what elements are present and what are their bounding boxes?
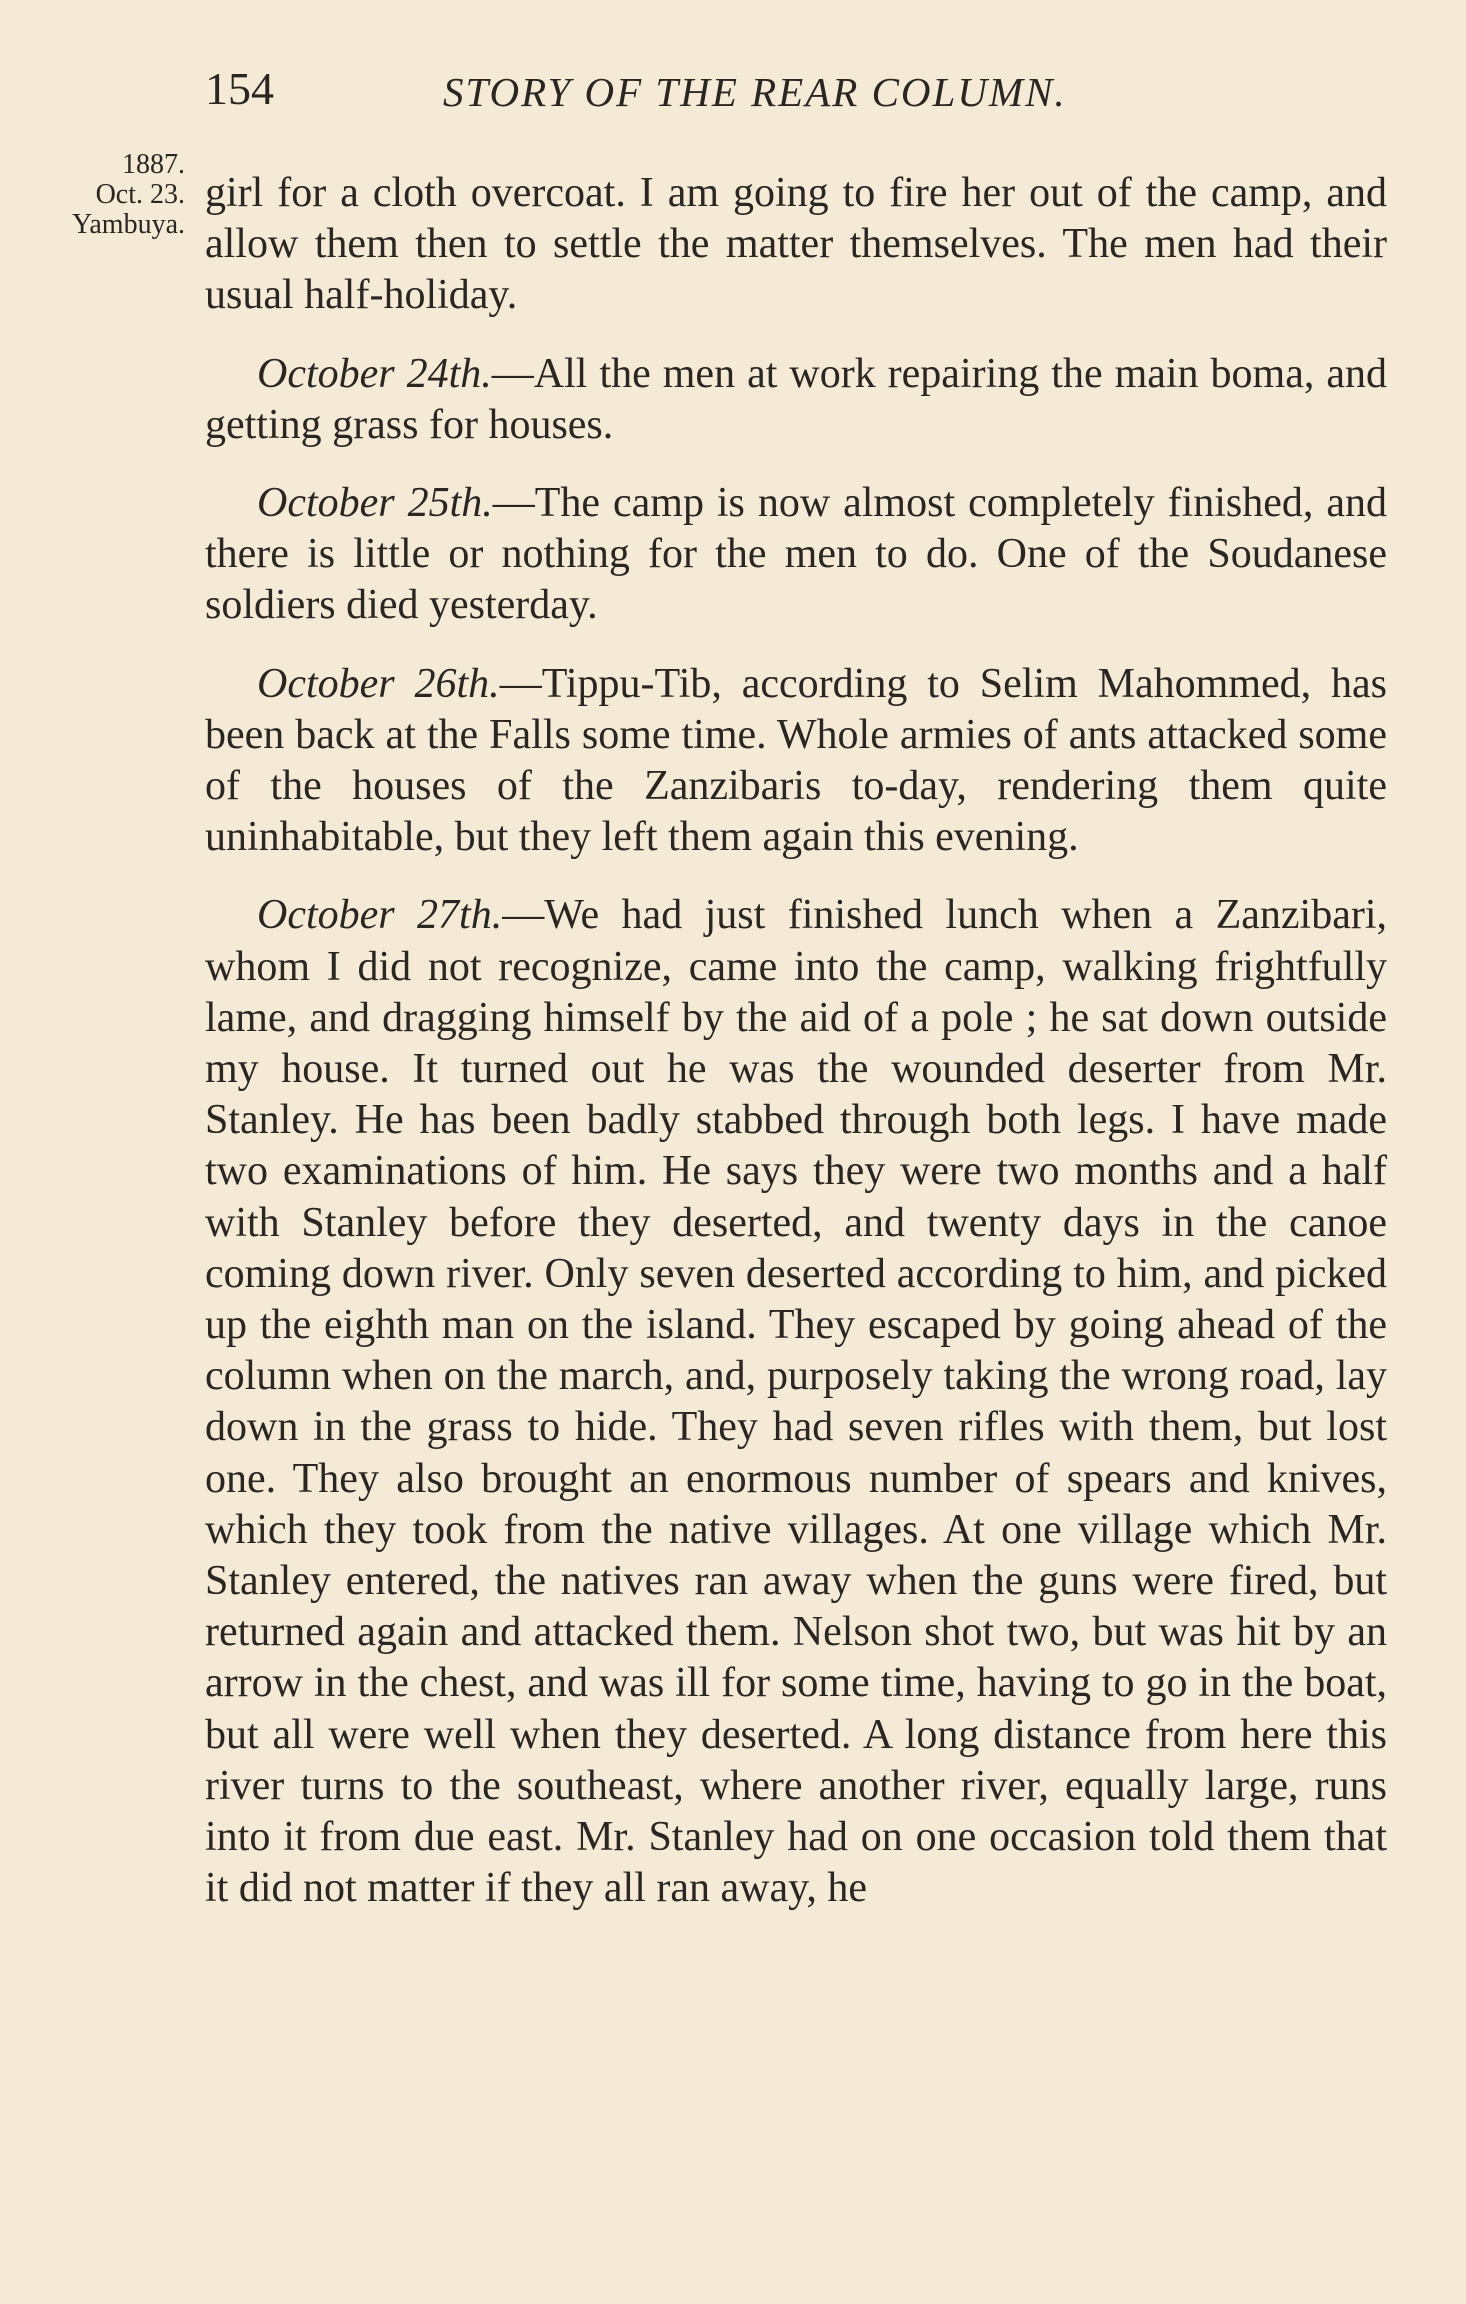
diary-entry	[205, 659, 1387, 864]
entry-date: October 24th.	[257, 350, 492, 397]
diary-entry	[205, 890, 1387, 1914]
entry-text: —Tippu-Tib, according to Selim Mahommed, has been back at the Falls some time. Whole armies of ants attacked some of the houses of the Zanzibaris to-day, rendering them quite uninhabitable, but they left them again this evening.	[205, 660, 1388, 861]
entry-text: —The camp is now almost completely finished, and there is little or nothing for the men to do. One of the Soudanese soldiers died yesterday.	[205, 480, 1388, 629]
diary-entry	[205, 349, 1387, 451]
entry-text: —All the men at work repairing the main boma, and getting grass for houses.	[205, 350, 1387, 448]
page-header	[205, 62, 1387, 122]
margin-note	[0, 150, 185, 240]
paragraph	[205, 168, 1387, 322]
entry-date: October 25th.	[257, 480, 493, 527]
margin-date: Oct. 23.	[95, 179, 185, 210]
margin-year: 1887.	[122, 149, 185, 180]
running-title: STORY OF THE REAR COLUMN.	[443, 69, 1067, 115]
margin-place: Yambuya.	[71, 209, 185, 240]
entry-text: —We had just finished lunch when a Zanzibari, whom I did not recognize, came into the camp, walking frightfully lame, and dragging himself by the aid of a pole ; he sat down outside my house. It turned out he was the wounded deserter from Mr. Stanley. He has been badly stabbed through both legs. I have made two examinations of him. He says they were two months and a half with Stanley before they deserted, and twenty days in the canoe coming down river. Only seven deserted according to him, and picked up the eighth man on the island. They escaped by going ahead of the column when on the march, and, purposely taking the wrong road, lay down in the grass to hide. They had seven rifles with them, but lost one. They also brought an enormous number of spears and knives, which they took from the native villages. At one village which Mr. Stanley entered, the natives ran away when the guns were fired, but returned again and attacked them. Nelson shot two, but was hit by an arrow in the chest, and was ill for some time, having to go in the boat, but all were well when they deserted. A long distance from here this river turns to the southeast, where another river, equally large, runs into it from due east. Mr. Stanley had on one occasion told them that it did not matter if they all ran away, he	[205, 892, 1388, 1912]
page-number: 154	[205, 63, 274, 114]
diary-entry	[205, 478, 1387, 632]
entry-date: October 27th.	[257, 892, 503, 939]
entry-date: October 26th.	[257, 660, 500, 707]
body-text	[205, 168, 1387, 1915]
paragraph-text: girl for a cloth overcoat. I am going to fire her out of the camp, and allow them then to settle the matter themselves. The men had their usual half-holiday.	[205, 170, 1387, 319]
